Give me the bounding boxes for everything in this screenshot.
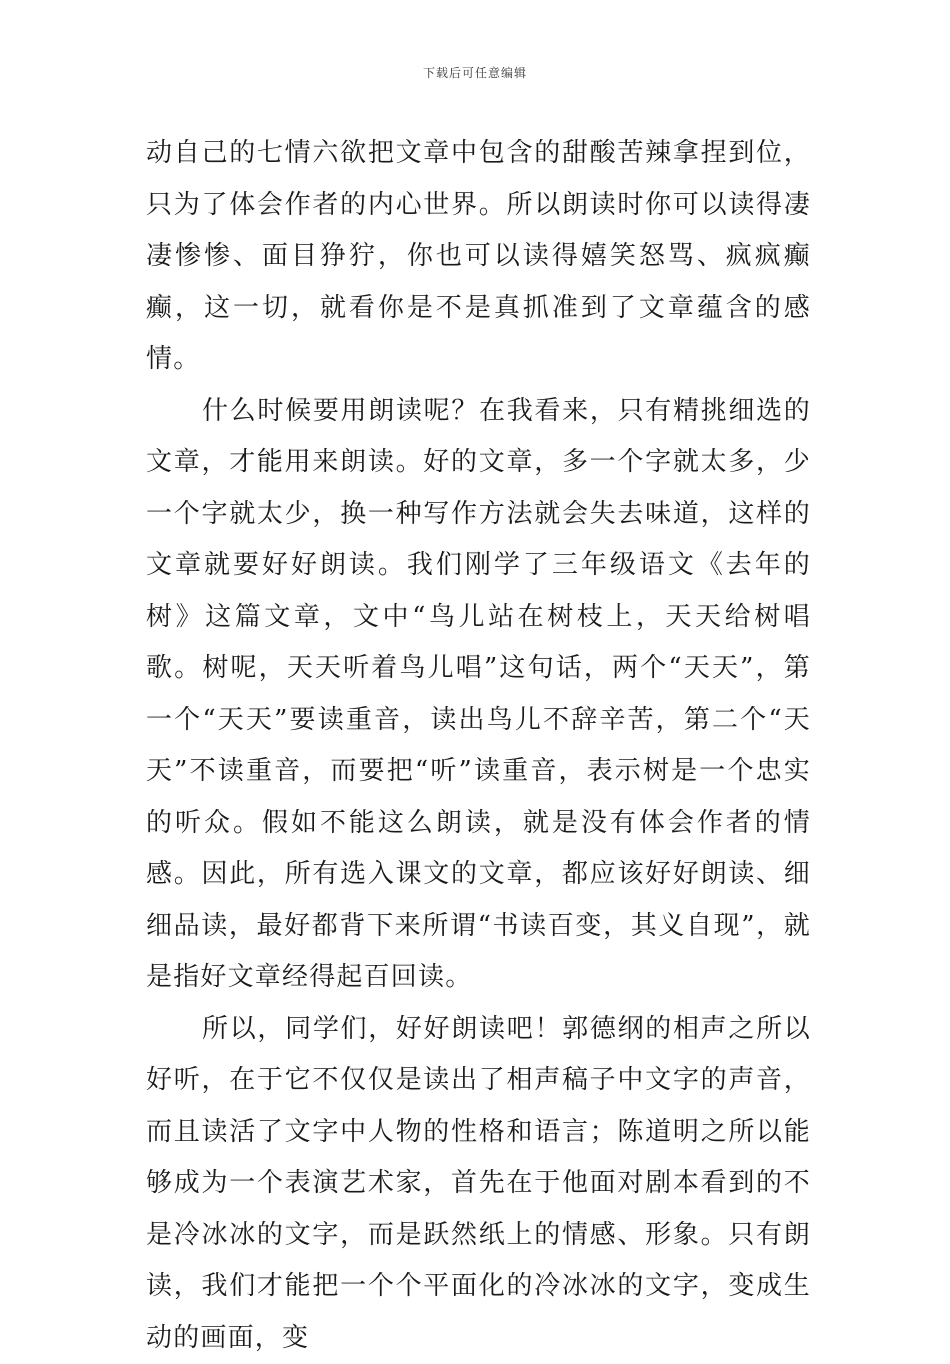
header-note: 下载后可任意编辑: [0, 64, 950, 82]
document-body: [146, 128, 811, 1364]
paragraph-reading-timing: 什么时候要用朗读呢？在我看来，只有精挑细选的文章，才能用来朗读。好的文章，多一个字就太多，少一个字就太少，换一种写作方法就会失去味道，这样的文章就要好好朗读。我们刚学了三年级语文《去年的树》这篇文章，文中“鸟儿站在树枝上，天天给树唱歌。树呢，天天听着鸟儿唱”这句话，两个“天天”，第一个“天天”要读重音，读出鸟儿不辞辛苦，第二个“天天”不读重音，而要把“听”读重音，表示树是一个忠实的听众。假如不能这么朗读，就是没有体会作者的情感。因此，所有选入课文的文章，都应该好好朗读、细细品读，最好都背下来所谓“书读百变，其义自现”，就是指好文章经得起百回读。: [146, 386, 811, 1004]
paragraph-conclusion: 所以，同学们，好好朗读吧！郭德纲的相声之所以好听，在于它不仅仅是读出了相声稿子中文字的声音，而且读活了文字中人物的性格和语言；陈道明之所以能够成为一个表演艺术家，首先在于他面对剧本看到的不是冷冰冰的文字，而是跃然纸上的情感、形象。只有朗读，我们才能把一个个平面化的冷冰冰的文字，变成生动的画面，变: [146, 1004, 811, 1364]
paragraph-continuation: 动自己的七情六欲把文章中包含的甜酸苦辣拿捏到位，只为了体会作者的内心世界。所以朗读时你可以读得凄凄惨惨、面目狰狞，你也可以读得嬉笑怒骂、疯疯癫癫，这一切，就看你是不是真抓准到了文章蕴含的感情。: [146, 128, 811, 386]
